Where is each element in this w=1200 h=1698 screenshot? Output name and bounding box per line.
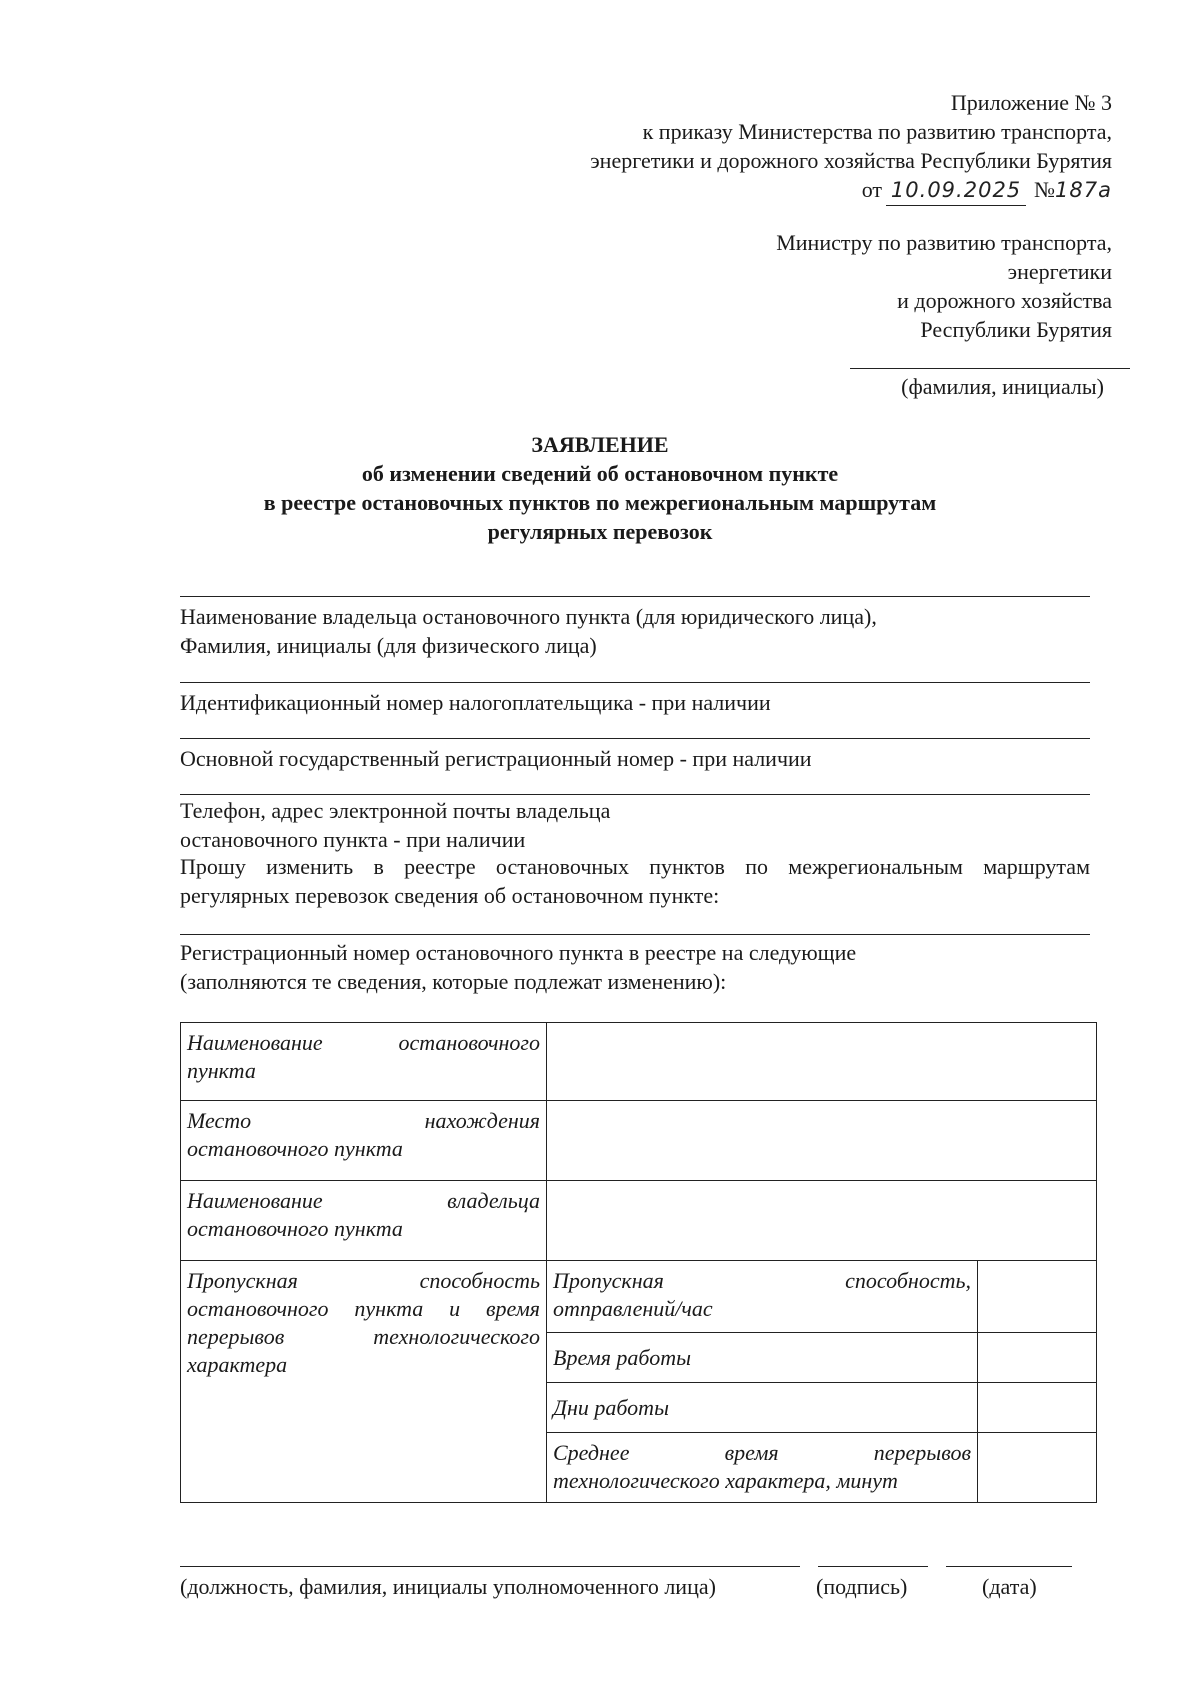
stop-name-label	[181, 1023, 547, 1101]
position-caption: (должность, фамилия, инициалы уполномоченного лица)	[180, 1574, 716, 1599]
table-row	[181, 1261, 1097, 1333]
from-label: от	[861, 177, 883, 202]
cell-text: отправлений/час	[553, 1296, 713, 1321]
addressee-line-4: Республики Бурятия	[920, 317, 1112, 342]
request-line-2: регулярных перевозок сведения об остановочном пункте:	[180, 883, 720, 908]
cell-text: остановочного пункта	[187, 1216, 403, 1241]
request-text	[180, 852, 1090, 910]
addressee-line-1: Министру по развитию транспорта,	[776, 230, 1112, 255]
date-caption: (дата)	[982, 1574, 1037, 1599]
cell-text: Наименование владельца	[187, 1188, 540, 1213]
cell-text: перерывов технологического	[187, 1324, 540, 1349]
appendix-number: Приложение № 3	[950, 90, 1112, 115]
table-row	[181, 1101, 1097, 1181]
reg-number-line-2: (заполняются те сведения, которые подлежат изменению):	[180, 969, 727, 994]
handwritten-date: 10.09.2025	[886, 176, 1026, 206]
table-row	[181, 1181, 1097, 1261]
stop-owner-value[interactable]	[547, 1181, 1097, 1261]
addressee-name-caption: (фамилия, инициалы)	[901, 374, 1104, 399]
heading-line-4: регулярных перевозок	[487, 519, 713, 544]
contacts-label-line-2: остановочного пункта - при наличии	[180, 827, 526, 852]
working-days-label: Дни работы	[547, 1383, 978, 1433]
contacts-field[interactable]	[180, 794, 1090, 795]
break-time-value[interactable]	[978, 1433, 1097, 1503]
signature-field[interactable]	[818, 1566, 928, 1567]
appendix-header	[590, 88, 1112, 206]
appendix-ministry: энергетики и дорожного хозяйства Республики Бурятия	[590, 148, 1112, 173]
number-label: №	[1034, 177, 1056, 202]
document-heading	[0, 430, 1200, 546]
inn-label: Идентификационный номер налогоплательщика - при наличии	[180, 690, 771, 715]
cell-text: Место нахождения	[187, 1108, 540, 1133]
working-hours-value[interactable]	[978, 1333, 1097, 1383]
owner-name-label	[180, 602, 877, 660]
heading-line-3: в реестре остановочных пунктов по межрегиональным маршрутам	[263, 490, 937, 515]
contacts-label-line-1: Телефон, адрес электронной почты владельца	[180, 798, 611, 823]
addressee-block	[776, 228, 1112, 344]
cell-text: пункта	[187, 1058, 256, 1083]
owner-label-line-2: Фамилия, инициалы (для физического лица)	[180, 633, 597, 658]
request-line-1: Прошу изменить в реестре остановочных пунктов по межрегиональным маршрутам	[180, 854, 1090, 879]
addressee-name-field[interactable]	[850, 368, 1130, 369]
appendix-order-ref: к приказу Министерства по развитию транспорта,	[642, 119, 1112, 144]
ogrn-field[interactable]	[180, 738, 1090, 739]
date-field[interactable]	[946, 1566, 1072, 1567]
owner-label-line-1: Наименование владельца остановочного пункта (для юридического лица),	[180, 604, 877, 629]
reg-number-field[interactable]	[180, 934, 1090, 935]
cell-text: Наименование остановочного	[187, 1030, 540, 1055]
break-time-label	[547, 1433, 978, 1503]
stop-location-label	[181, 1101, 547, 1181]
cell-text: технологического характера, минут	[553, 1468, 898, 1493]
stop-name-value[interactable]	[547, 1023, 1097, 1101]
stop-owner-label	[181, 1181, 547, 1261]
working-days-value[interactable]	[978, 1383, 1097, 1433]
handwritten-number: 187а	[1055, 178, 1112, 202]
heading-line-2: об изменении сведений об остановочном пункте	[361, 461, 839, 486]
cell-text: остановочного пункта и время	[187, 1296, 540, 1321]
owner-name-field[interactable]	[180, 596, 1090, 597]
cell-text: Среднее время перерывов	[553, 1440, 971, 1465]
cell-text: Пропускная способность,	[553, 1268, 971, 1293]
reg-number-label	[180, 938, 856, 996]
cell-text: Пропускная способность	[187, 1268, 540, 1293]
order-date-number	[590, 175, 1112, 206]
stop-location-value[interactable]	[547, 1101, 1097, 1181]
throughput-label	[547, 1261, 978, 1333]
reg-number-line-1: Регистрационный номер остановочного пункта в реестре на следующие	[180, 940, 857, 965]
position-name-field[interactable]	[180, 1566, 800, 1567]
document-title: ЗАЯВЛЕНИЕ	[531, 432, 669, 457]
addressee-line-2: энергетики	[1007, 259, 1112, 284]
signature-caption: (подпись)	[816, 1574, 908, 1599]
cell-text: характера	[187, 1352, 288, 1377]
ogrn-label: Основной государственный регистрационный номер - при наличии	[180, 746, 812, 771]
capacity-label	[181, 1261, 547, 1503]
addressee-line-3: и дорожного хозяйства	[897, 288, 1112, 313]
working-hours-label: Время работы	[547, 1333, 978, 1383]
inn-field[interactable]	[180, 682, 1090, 683]
table-row	[181, 1023, 1097, 1101]
throughput-value[interactable]	[978, 1261, 1097, 1333]
changes-table	[180, 1022, 1097, 1503]
contacts-label	[180, 796, 610, 854]
cell-text: остановочного пункта	[187, 1136, 403, 1161]
